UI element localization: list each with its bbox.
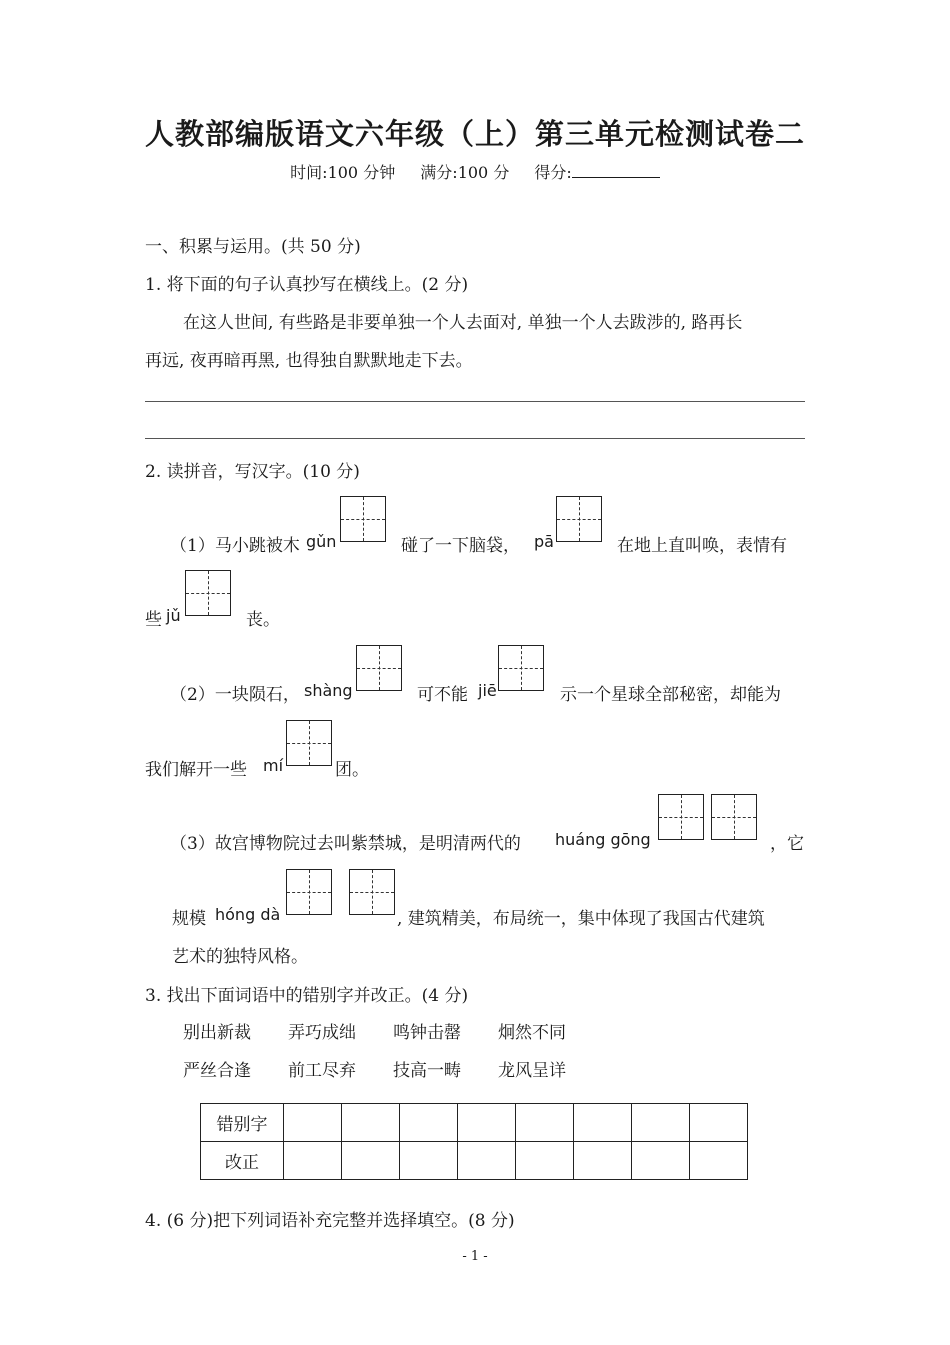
pinyin: mí bbox=[263, 756, 284, 775]
pinyin: jǔ bbox=[166, 606, 181, 625]
score-label: 得分: bbox=[534, 163, 572, 182]
q1-passage-line2: 再远, 夜再暗再黑, 也得独自默默地走下去。 bbox=[145, 351, 473, 371]
pinyin: shàng bbox=[304, 681, 353, 700]
writing-line[interactable] bbox=[145, 438, 805, 439]
writing-line[interactable] bbox=[145, 401, 805, 402]
word-item: 技高一畴 bbox=[393, 1061, 461, 1081]
character-box[interactable] bbox=[286, 869, 332, 915]
q2-p2-text: 我们解开一些 bbox=[145, 760, 247, 780]
score-field[interactable] bbox=[534, 160, 659, 183]
q1-heading: 1. 将下面的句子认真抄写在横线上。(2 分) bbox=[145, 275, 469, 295]
character-box[interactable] bbox=[556, 496, 602, 542]
word-item: 严丝合逢 bbox=[183, 1061, 251, 1081]
word-item: 弄巧成绌 bbox=[288, 1023, 356, 1043]
q2-p2-text: （2）一块陨石， bbox=[170, 685, 300, 705]
correction-table bbox=[200, 1103, 748, 1180]
word-item: 别出新裁 bbox=[183, 1023, 251, 1043]
q2-p3-text: 艺术的独特风格。 bbox=[172, 947, 308, 967]
section-heading: 一、积累与运用。(共 50 分) bbox=[145, 237, 361, 257]
page-number: - 1 - bbox=[462, 1249, 488, 1264]
q2-p2-text: 示一个星球全部秘密，却能为 bbox=[560, 685, 781, 705]
character-box[interactable] bbox=[711, 794, 757, 840]
page-title: 人教部编版语文六年级（上）第三单元检测试卷二 bbox=[144, 117, 805, 151]
q2-heading: 2. 读拼音，写汉字。(10 分) bbox=[145, 462, 360, 482]
character-box[interactable] bbox=[185, 570, 231, 616]
answer-cell[interactable] bbox=[574, 1104, 632, 1142]
pinyin: huáng gōng bbox=[555, 830, 651, 849]
answer-cell[interactable] bbox=[342, 1104, 400, 1142]
q2-p1-text: （1）马小跳被木 bbox=[170, 536, 300, 556]
q2-p1-text: 碰了一下脑袋， bbox=[401, 536, 520, 556]
q2-p1-text: 些 bbox=[145, 610, 162, 630]
answer-cell[interactable] bbox=[690, 1142, 748, 1180]
score-blank[interactable] bbox=[572, 163, 660, 178]
character-box[interactable] bbox=[356, 645, 402, 691]
row-label-typo: 错别字 bbox=[201, 1104, 284, 1142]
word-item: 龙风呈详 bbox=[498, 1061, 566, 1081]
word-item: 炯然不同 bbox=[498, 1023, 566, 1043]
pinyin: gǔn bbox=[306, 532, 337, 551]
word-item: 前工尽弃 bbox=[288, 1061, 356, 1081]
answer-cell[interactable] bbox=[342, 1142, 400, 1180]
answer-cell[interactable] bbox=[516, 1142, 574, 1180]
q2-p2-text: 可不能 bbox=[417, 685, 468, 705]
q4-heading: 4. (6 分)把下列词语补充完整并选择填空。(8 分) bbox=[145, 1211, 515, 1231]
table-row bbox=[201, 1142, 748, 1180]
pinyin: hóng dà bbox=[215, 905, 281, 924]
answer-cell[interactable] bbox=[632, 1142, 690, 1180]
q2-p3-text: ，它 bbox=[770, 834, 804, 854]
answer-cell[interactable] bbox=[400, 1104, 458, 1142]
character-box[interactable] bbox=[286, 720, 332, 766]
q2-p1-text: 在地上直叫唤，表情有 bbox=[617, 536, 787, 556]
exam-meta bbox=[0, 160, 950, 183]
answer-cell[interactable] bbox=[574, 1142, 632, 1180]
answer-cell[interactable] bbox=[284, 1104, 342, 1142]
q3-heading: 3. 找出下面词语中的错别字并改正。(4 分) bbox=[145, 986, 469, 1006]
q2-p2-text: 团。 bbox=[335, 760, 369, 780]
answer-cell[interactable] bbox=[458, 1104, 516, 1142]
answer-cell[interactable] bbox=[458, 1142, 516, 1180]
q2-p3-text: （3）故宫博物院过去叫紫禁城，是明清两代的 bbox=[170, 834, 521, 854]
q2-p3-text: , 建筑精美，布局统一，集中体现了我国古代建筑 bbox=[397, 909, 765, 929]
time-limit: 时间:100 分钟 bbox=[290, 163, 396, 182]
character-box[interactable] bbox=[340, 496, 386, 542]
character-box[interactable] bbox=[498, 645, 544, 691]
character-box[interactable] bbox=[658, 794, 704, 840]
pinyin: jiē bbox=[478, 681, 497, 700]
character-box[interactable] bbox=[349, 869, 395, 915]
q2-p1-text: 丧。 bbox=[246, 610, 280, 630]
q2-p3-text: 规模 bbox=[172, 909, 206, 929]
full-score: 满分:100 分 bbox=[420, 163, 510, 182]
word-item: 鸣钟击罄 bbox=[393, 1023, 461, 1043]
q1-passage-line1: 在这人世间, 有些路是非要单独一个人去面对, 单独一个人去跋涉的, 路再长 bbox=[183, 313, 743, 333]
answer-cell[interactable] bbox=[516, 1104, 574, 1142]
answer-cell[interactable] bbox=[400, 1142, 458, 1180]
table-row bbox=[201, 1104, 748, 1142]
answer-cell[interactable] bbox=[284, 1142, 342, 1180]
row-label-correction: 改正 bbox=[201, 1142, 284, 1180]
pinyin: pā bbox=[534, 532, 554, 551]
answer-cell[interactable] bbox=[632, 1104, 690, 1142]
answer-cell[interactable] bbox=[690, 1104, 748, 1142]
